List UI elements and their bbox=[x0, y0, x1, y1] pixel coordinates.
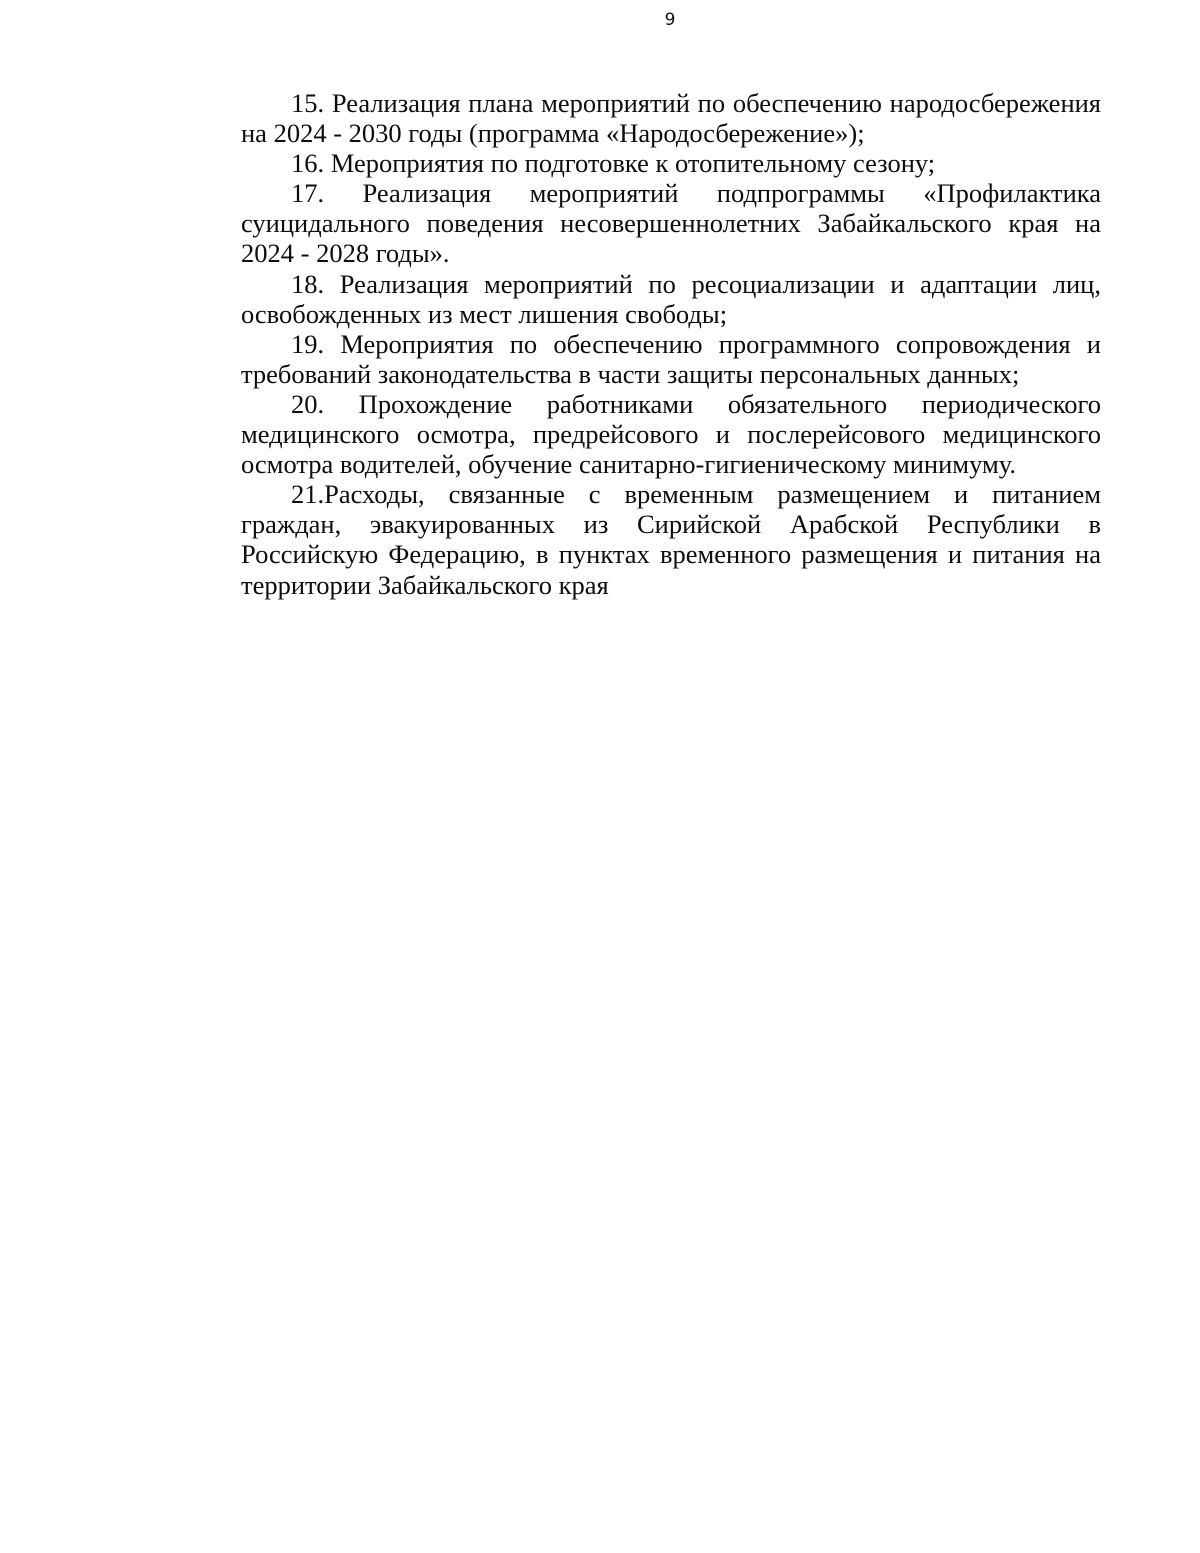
list-item-15: 15. Реализация плана мероприятий по обеспечению народосбережения на 2024 - 2030 годы (программа «Народосбережение»); bbox=[241, 88, 1101, 149]
list-item-19: 19. Мероприятия по обеспечению программного сопровождения и требований законодательства в части защиты персональных данных; bbox=[241, 328, 1101, 389]
list-item-20: 20. Прохождение работниками обязательного периодического медицинского осмотра, предрейсового и послерейсового медицинского осмотра водителей, обучение санитарно-гигиеническому минимуму. bbox=[241, 388, 1101, 480]
page-number: 9 bbox=[664, 10, 676, 30]
list-item-18: 18. Реализация мероприятий по ресоциализации и адаптации лиц, освобожденных из мест лишения свободы; bbox=[241, 268, 1101, 329]
list-item-16: 16. Мероприятия по подготовке к отопительному сезону; bbox=[291, 148, 936, 179]
document-body bbox=[241, 88, 1101, 600]
list-item-17: 17. Реализация мероприятий подпрограммы «Профилактика суицидального поведения несовершеннолетних Забайкальского края на 2024 - 2028 годы». bbox=[241, 178, 1101, 269]
list-item-21: 21.Расходы, связанные с временным размещением и питанием граждан, эвакуированных из Сирийской Арабской Республики в Российскую Федерацию, в пунктах временного размещения и питания на территории Забайкальского края bbox=[241, 479, 1101, 600]
